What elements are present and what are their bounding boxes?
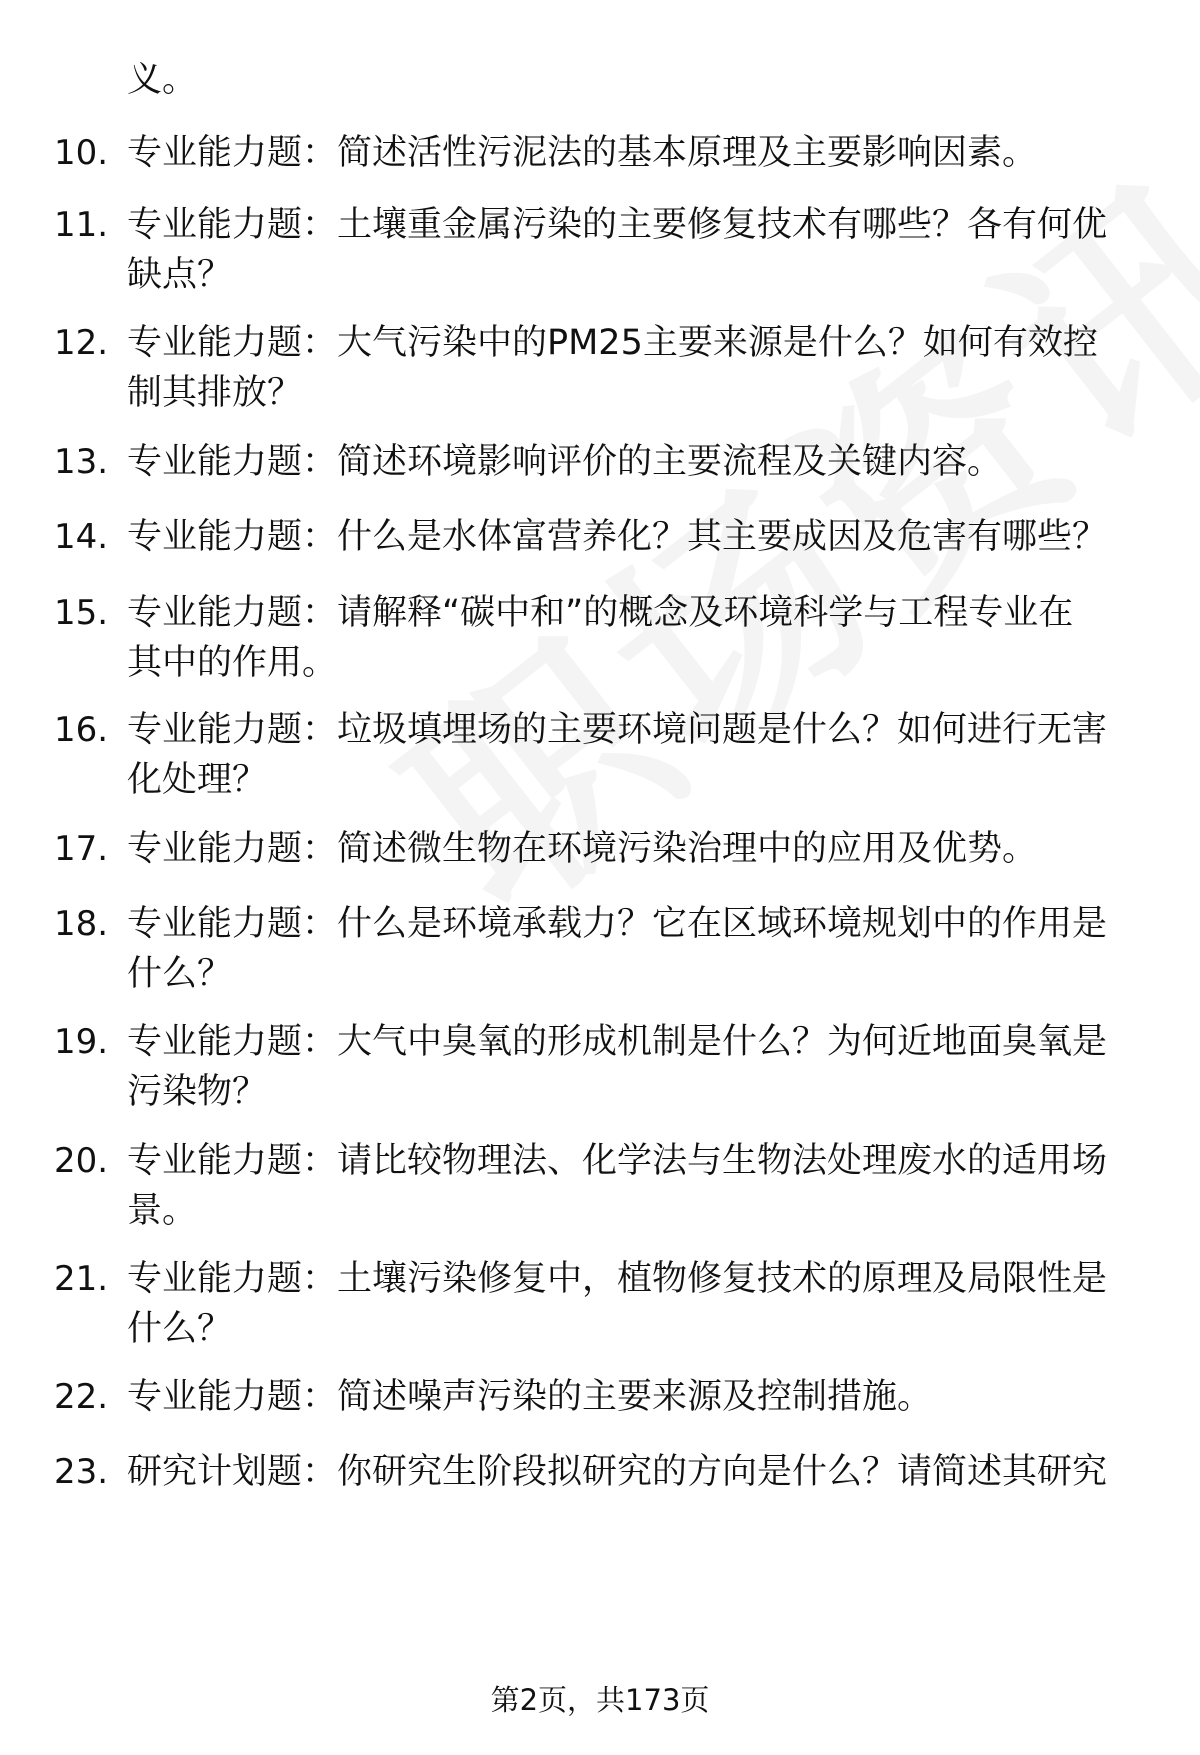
item-number: 22. [54,1377,109,1417]
item-number: 14. [54,517,109,557]
item-text: 专业能力题：大气污染中的PM25主要来源是什么？如何有效控 [127,323,1098,363]
item-number: 17. [54,829,109,869]
page-footer: 第2页，共173页 [490,1683,710,1717]
item-text: 专业能力题：请解释“碳中和”的概念及环境科学与工程专业在 [127,593,1074,633]
item-text-continued: 什么？ [127,954,233,994]
item-text: 专业能力题：垃圾填埋场的主要环境问题是什么？如何进行无害 [127,710,1108,750]
item-number: 19. [54,1022,109,1062]
item-text: 专业能力题：简述活性污泥法的基本原理及主要影响因素。 [127,133,1038,173]
item-text-continued: 缺点？ [127,255,233,295]
item-number: 18. [54,904,109,944]
item-number: 10. [54,133,109,173]
item-text: 专业能力题：大气中臭氧的形成机制是什么？为何近地面臭氧是 [127,1022,1108,1062]
item-text: 专业能力题：简述微生物在环境污染治理中的应用及优势。 [127,829,1038,869]
item-text-continued: 什么？ [127,1309,233,1349]
item-text: 专业能力题：土壤重金属污染的主要修复技术有哪些？各有何优 [127,205,1108,245]
item-number: 23. [54,1452,109,1492]
continuation-text: 义。 [127,60,198,100]
item-text-continued: 化处理？ [127,760,268,800]
item-number: 15. [54,593,109,633]
item-text-continued: 制其排放？ [127,373,303,413]
item-text: 专业能力题：什么是环境承载力？它在区域环境规划中的作用是 [127,904,1108,944]
item-text-continued: 景。 [127,1191,198,1231]
item-text: 专业能力题：什么是水体富营养化？其主要成因及危害有哪些？ [127,517,1108,557]
item-number: 21. [54,1259,109,1299]
item-text: 研究计划题：你研究生阶段拟研究的方向是什么？请简述其研究 [127,1452,1108,1492]
item-text: 专业能力题：简述噪声污染的主要来源及控制措施。 [127,1377,933,1417]
item-number: 16. [54,710,109,750]
item-text-continued: 其中的作用。 [127,643,338,683]
item-text: 专业能力题：简述环境影响评价的主要流程及关键内容。 [127,442,1003,482]
item-text-continued: 污染物？ [127,1072,268,1112]
item-number: 12. [54,323,109,363]
item-text: 专业能力题：请比较物理法、化学法与生物法处理废水的适用场 [127,1141,1108,1181]
item-number: 11. [54,205,109,245]
item-number: 13. [54,442,109,482]
item-text: 专业能力题：土壤污染修复中，植物修复技术的原理及局限性是 [127,1259,1108,1299]
item-number: 20. [54,1141,109,1181]
